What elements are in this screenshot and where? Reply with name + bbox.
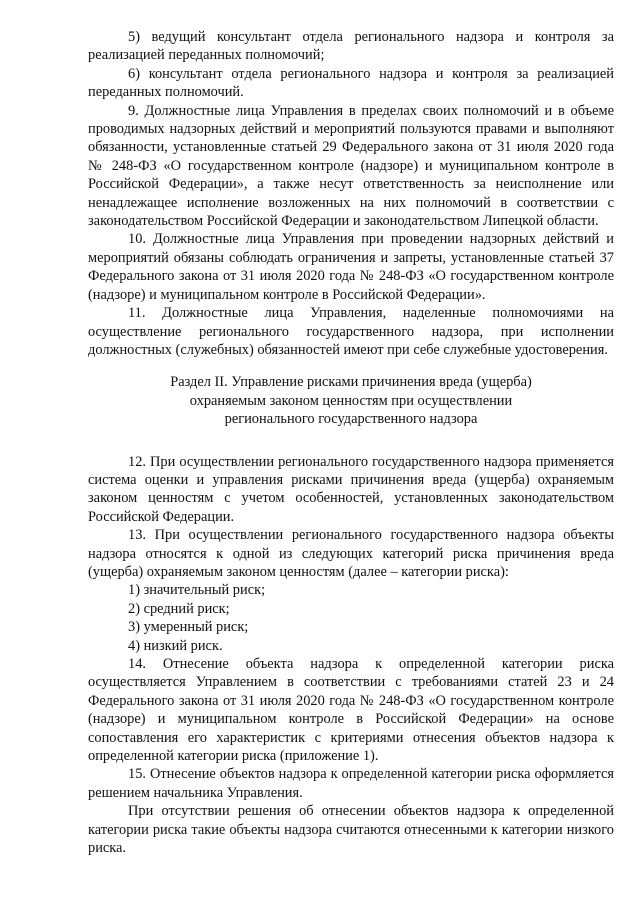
paragraph-15: 15. Отнесение объектов надзора к определенной категории риска оформляется решением начальника Управления. bbox=[88, 766, 614, 801]
paragraph-12: 12. При осуществлении регионального государственного надзора применяется система оценки и управления рисками причинения вреда (ущерба) охраняемым законом ценностям с учетом особенностей, установленных законодательством Российской Федерации. bbox=[88, 453, 614, 525]
paragraph-14: 14. Отнесение объекта надзора к определенной категории риска осуществляется Управлением в соответствии с требованиями статей 23 и 24 Федерального закона от 31 июля 2020 года № 248-ФЗ «О государственном контроле (надзоре) и муниципальном контроле в Российской Федерации» на основе сопоставления его характеристик с критериями отнесения объектов надзора к определенной категории риска (приложение 1). bbox=[88, 656, 614, 765]
list-item: 1) значительный риск; bbox=[128, 582, 266, 599]
section-heading bbox=[88, 373, 614, 428]
paragraph-item-6: 6) консультант отдела регионального надзора и контроля за реализацией переданных полномочий. bbox=[88, 65, 614, 101]
paragraph-9: 9. Должностные лица Управления в пределах своих полномочий и в объеме проводимых надзорных действий и мероприятий пользуются правами и выполняют обязанности, установленные статьей 29 Федерального закона от 31 июля 2020 года № 248-ФЗ «О государственном контроле (надзоре) и муниципальном контроле в Российской Федерации», а также несут ответственность за неисполнение или ненадлежащее исполнение возложенных на них полномочий в соответствии с законодательством Российской Федерации и законодательством Липецкой области. bbox=[88, 102, 614, 230]
paragraph-item-5: 5) ведущий консультант отдела регионального надзора и контроля за реализацией переданных полномочий; bbox=[88, 29, 614, 64]
risk-category-list bbox=[88, 581, 614, 655]
paragraph-11: 11. Должностные лица Управления, наделенные полномочиями на осуществление регионального государственного надзора, при исполнении должностных (служебных) обязанностей имеют при себе служебные удостоверения. bbox=[88, 305, 614, 358]
section-heading-line-1: Раздел II. Управление рисками причинения вреда (ущерба) bbox=[170, 374, 532, 391]
paragraph-13: 13. При осуществлении регионального государственного надзора объекты надзора относятся к одной из следующих категорий риска причинения вреда (ущерба) охраняемым законом ценностям (далее – категории риска): bbox=[88, 527, 614, 580]
section-heading-line-3: регионального государственного надзора bbox=[224, 411, 478, 428]
section-heading-line-2: охраняемым законом ценностям при осуществлении bbox=[189, 392, 513, 409]
list-item: 3) умеренный риск; bbox=[128, 619, 249, 636]
list-item: 4) низкий риск. bbox=[128, 637, 223, 654]
paragraph-15-continuation: При отсутствии решения об отнесении объектов надзора к определенной категории риска такие объекты надзора считаются отнесенными к категории низкого риска. bbox=[88, 803, 614, 857]
paragraph-10: 10. Должностные лица Управления при проведении надзорных действий и мероприятий обязаны соблюдать ограничения и запреты, установленные статьей 37 Федерального закона от 31 июля 2020 года № 248-ФЗ «О государственном контроле (надзоре) и муниципальном контроле в Российской Федерации». bbox=[88, 231, 614, 303]
list-item: 2) средний риск; bbox=[128, 600, 230, 617]
